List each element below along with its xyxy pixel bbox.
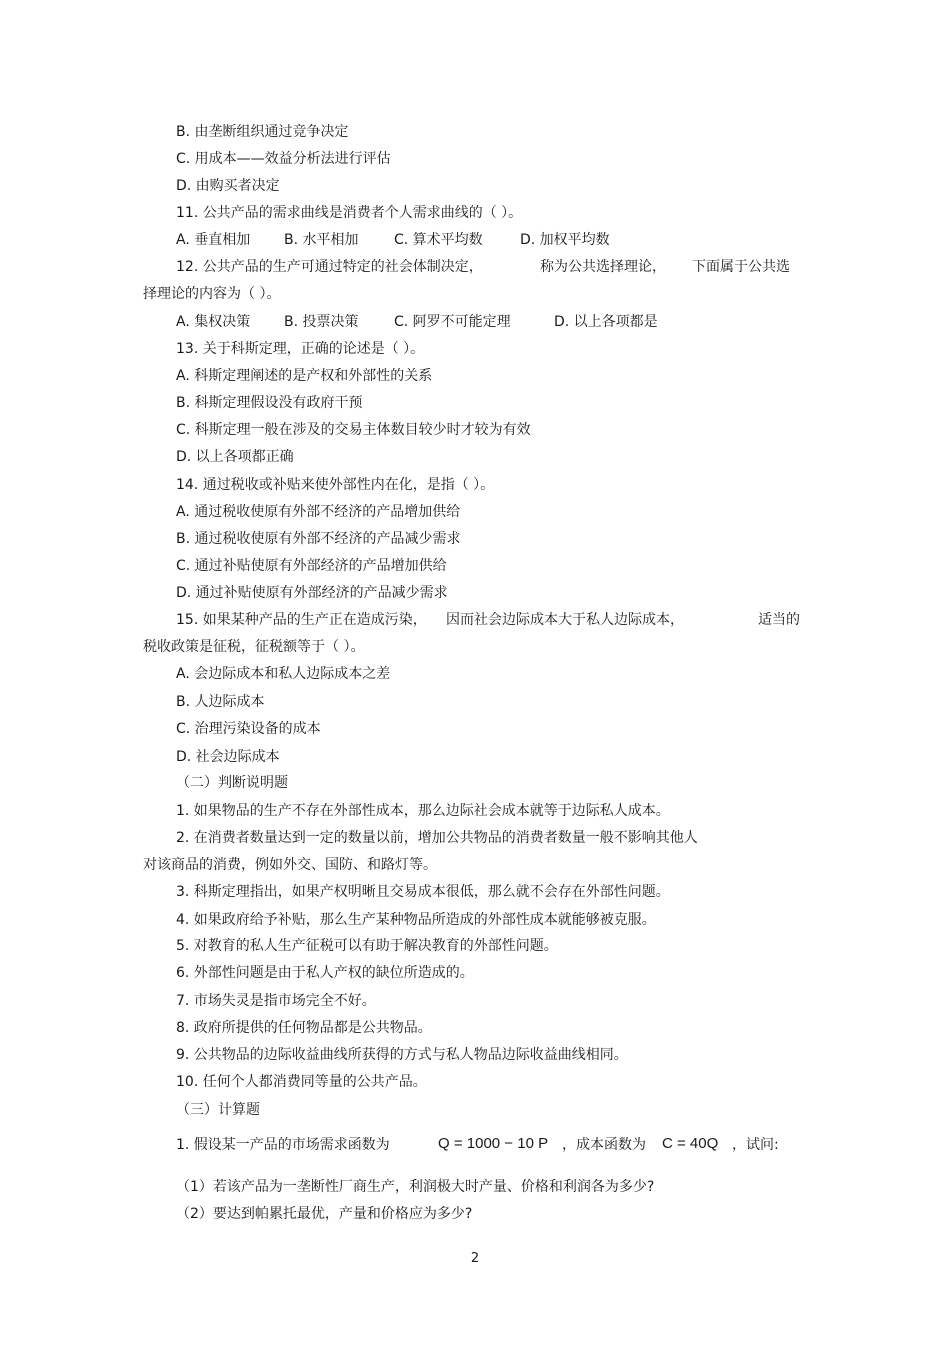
calc-sub-question-2: （2）要达到帕累托最优，产量和价格应为多少? <box>176 1206 473 1222</box>
q13-option-a: A. 科斯定理阐述的是产权和外部性的关系 <box>176 368 433 384</box>
calc-q1-text-b: ，成本函数为 <box>562 1137 646 1153</box>
q12-option-a: A. 集权决策 <box>176 314 251 330</box>
q12-stem-part2: 称为公共选择理论， <box>540 259 666 275</box>
q12-options <box>176 312 776 332</box>
q15-stem-continued: 税收政策是征税，征税额等于（ ）。 <box>143 639 365 655</box>
q14-option-b: B. 通过税收使原有外部不经济的产品减少需求 <box>176 531 461 547</box>
judge-item-7: 7. 市场失灵是指市场完全不好。 <box>176 993 376 1009</box>
q15-option-d: D. 社会边际成本 <box>176 749 280 765</box>
q15-stem-part1: 15. 如果某种产品的生产正在造成污染， <box>176 612 427 628</box>
calc-question-1 <box>176 1135 796 1157</box>
judge-item-8: 8. 政府所提供的任何物品都是公共物品。 <box>176 1020 432 1036</box>
judge-item-4: 4. 如果政府给予补贴，那么生产某种物品所造成的外部性成本就能够被克服。 <box>176 912 656 928</box>
q13-option-d: D. 以上各项都正确 <box>176 449 294 465</box>
judge-item-10: 10. 任何个人都消费同等量的公共产品。 <box>176 1074 427 1090</box>
q12-option-b: B. 投票决策 <box>284 314 359 330</box>
q11-option-c: C. 算术平均数 <box>394 232 483 248</box>
q14-option-c: C. 通过补贴使原有外部经济的产品增加供给 <box>176 558 447 574</box>
cost-function-formula: C = 40Q <box>662 1135 719 1152</box>
q11-option-a: A. 垂直相加 <box>176 232 251 248</box>
q12-stem-part1: 12. 公共产品的生产可通过特定的社会体制决定， <box>176 259 483 275</box>
section3-heading: （三）计算题 <box>176 1102 260 1118</box>
calc-sub-question-1: （1）若该产品为一垄断性厂商生产，利润极大时产量、价格和利润各为多少? <box>176 1179 655 1195</box>
judge-item-9: 9. 公共物品的边际收益曲线所获得的方式与私人物品边际收益曲线相同。 <box>176 1047 628 1063</box>
judge-item-2: 2. 在消费者数量达到一定的数量以前，增加公共物品的消费者数量一般不影响其他人 <box>176 830 698 846</box>
q15-stem-part2: 因而社会边际成本大于私人边际成本， <box>446 612 684 628</box>
q14-stem: 14. 通过税收或补贴来使外部性内在化，是指（ ）。 <box>176 477 495 493</box>
q15-option-b: B. 人边际成本 <box>176 694 265 710</box>
q12-option-c: C. 阿罗不可能定理 <box>394 314 511 330</box>
judge-item-2-continued: 对该商品的消费，例如外交、国防、和路灯等。 <box>143 857 437 873</box>
q12-stem-continued: 择理论的内容为（ ）。 <box>143 286 281 302</box>
page-number: 2 <box>470 1251 480 1266</box>
q11-options <box>176 230 776 250</box>
q14-option-d: D. 通过补贴使原有外部经济的产品减少需求 <box>176 585 448 601</box>
q11-option-d: D. 加权平均数 <box>520 232 610 248</box>
q13-stem: 13. 关于科斯定理，正确的论述是（ ）。 <box>176 341 425 357</box>
demand-function-formula: Q = 1000 − 10 P <box>438 1135 549 1152</box>
q10-option-d: D. 由购买者决定 <box>176 178 280 194</box>
q10-option-b: B. 由垄断组织通过竞争决定 <box>176 124 349 140</box>
q12-stem-part3: 下面属于公共选 <box>692 259 790 275</box>
q15-stem <box>176 610 816 630</box>
q12-stem <box>176 257 806 277</box>
judge-item-6: 6. 外部性问题是由于私人产权的缺位所造成的。 <box>176 965 474 981</box>
q13-option-c: C. 科斯定理一般在涉及的交易主体数目较少时才较为有效 <box>176 422 531 438</box>
q14-option-a: A. 通过税收使原有外部不经济的产品增加供给 <box>176 504 461 520</box>
q15-option-c: C. 治理污染设备的成本 <box>176 721 321 737</box>
q13-option-b: B. 科斯定理假设没有政府干预 <box>176 395 363 411</box>
judge-item-1: 1. 如果物品的生产不存在外部性成本，那么边际社会成本就等于边际私人成本。 <box>176 803 670 819</box>
q11-stem: 11. 公共产品的需求曲线是消费者个人需求曲线的（ ）。 <box>176 205 523 221</box>
judge-item-3: 3. 科斯定理指出，如果产权明晰且交易成本很低，那么就不会存在外部性问题。 <box>176 884 670 900</box>
q11-option-b: B. 水平相加 <box>284 232 359 248</box>
q10-option-c: C. 用成本——效益分析法进行评估 <box>176 151 391 167</box>
calc-q1-text-c: ，试问: <box>732 1137 779 1153</box>
q12-option-d: D. 以上各项都是 <box>554 314 658 330</box>
q15-stem-part3: 适当的 <box>758 612 800 628</box>
section2-heading: （二）判断说明题 <box>176 775 288 791</box>
q15-option-a: A. 会边际成本和私人边际成本之差 <box>176 666 391 682</box>
judge-item-5: 5. 对教育的私人生产征税可以有助于解决教育的外部性问题。 <box>176 938 558 954</box>
calc-q1-text-a: 1. 假设某一产品的市场需求函数为 <box>176 1137 390 1153</box>
